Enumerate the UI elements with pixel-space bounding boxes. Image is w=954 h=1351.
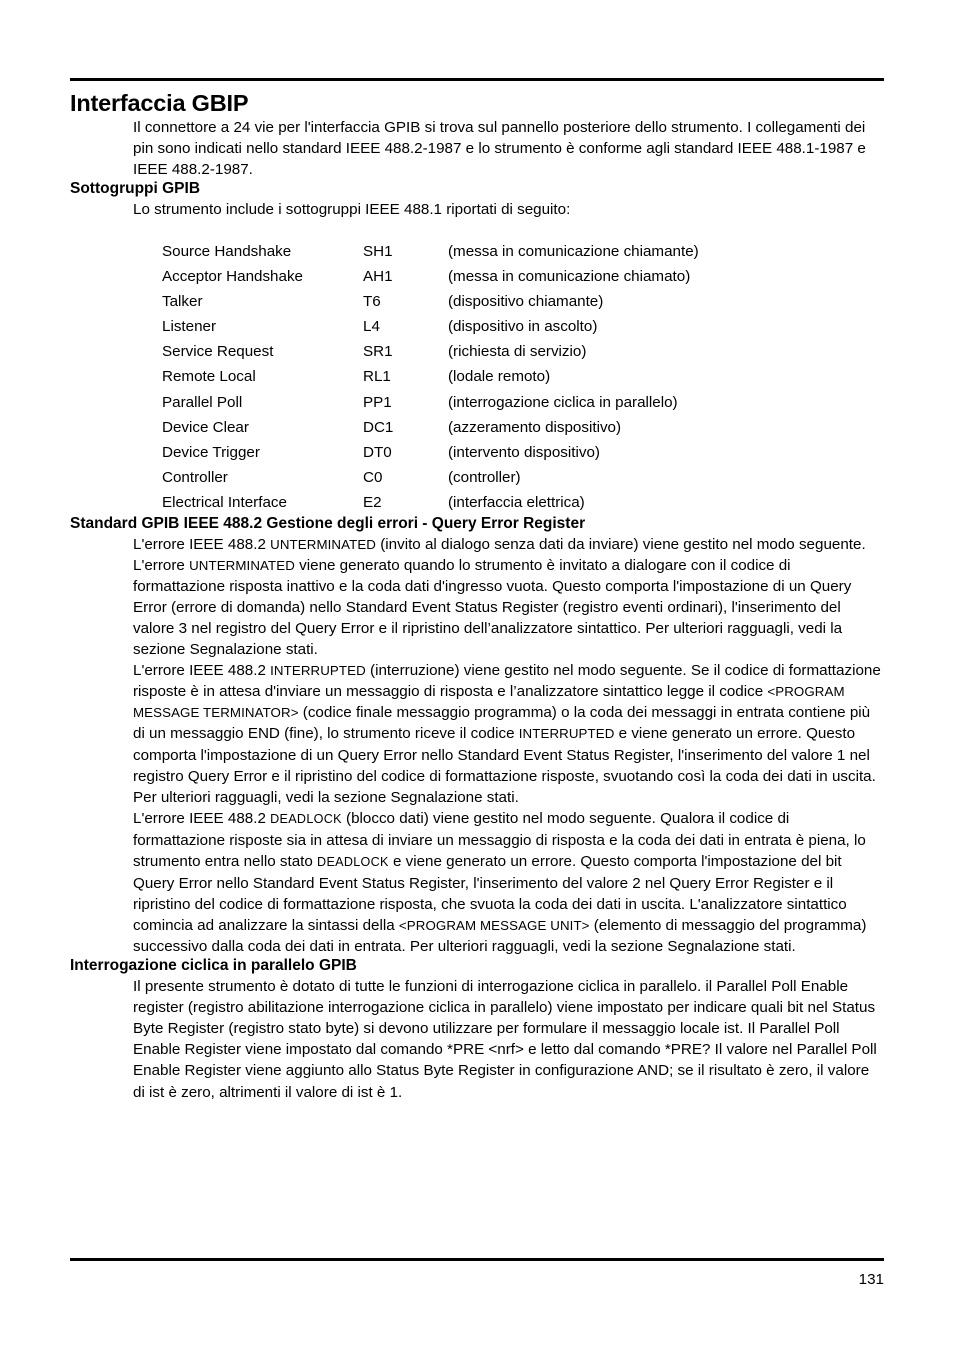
text-run: (blocco dati) viene gestito nel modo seguente. Qualora il codice di formattazione risposte sia in attesa di inviare un messaggio di risposta e la coda dei dati in entrata è piena, lo strumento entra nello stato <box>133 809 866 871</box>
subgroup-description: (interrogazione ciclica in parallelo) <box>448 393 678 411</box>
text-run: L'errore IEEE 488.2 <box>133 535 271 553</box>
term-unterminated: UNTERMINATED <box>189 557 295 573</box>
subgroup-code: T6 <box>363 293 381 311</box>
subgroup-name: Acceptor Handshake <box>162 268 303 286</box>
table-row <box>162 415 699 440</box>
subgroup-code: RL1 <box>363 368 391 386</box>
subgroup-name: Electrical Interface <box>162 493 287 511</box>
table-row <box>162 465 699 490</box>
subgroup-name: Source Handshake <box>162 242 292 260</box>
table-row <box>162 314 699 339</box>
subgroup-code: E2 <box>363 493 382 511</box>
text-run: L'errore IEEE 488.2 <box>133 662 271 680</box>
table-row <box>162 289 699 314</box>
subgroups-table <box>162 239 699 515</box>
subgroup-name: Controller <box>162 468 228 486</box>
subgroup-description: (dispositivo in ascolto) <box>448 318 598 336</box>
subgroup-description: (dispositivo chiamante) <box>448 293 604 311</box>
subgroup-code: SR1 <box>363 343 393 361</box>
text-run: e viene generato un errore. Questo comporta l'impostazione di un Query Error nello Standard Event Status Register, l'inserimento del valore 1 nel registro Query Error e il ripristino del codice di formattazione risposte, svuotando così la coda dei dati in uscita. Per ulteriori ragguagli, vedi la sezione Segnalazione stati. <box>133 725 876 806</box>
subgroup-code: SH1 <box>363 242 393 260</box>
intro-paragraph: Il connettore a 24 vie per l'interfaccia GPIB si trova sul pannello posteriore dello strumento. I collegamenti dei pin sono indicati nello standard IEEE 488.2-1987 e lo strumento è conforme agli standard IEEE 488.1-1987 e IEEE 488.2-1987. <box>133 119 866 179</box>
subgroup-description: (messa in comunicazione chiamato) <box>448 268 691 286</box>
term-deadlock: DEADLOCK <box>317 855 389 870</box>
term-deadlock: DEADLOCK <box>270 811 342 826</box>
page-title: Interfaccia GBIP <box>70 90 249 116</box>
text-run: L'errore IEEE 488.2 <box>133 809 271 827</box>
term-program-message-unit: <PROGRAM MESSAGE UNIT> <box>398 918 590 934</box>
subgroup-name: Device Clear <box>162 418 249 436</box>
parallel-poll-paragraph: Il presente strumento è dotato di tutte le funzioni di interrogazione ciclica in parallelo. il Parallel Poll Enable register (registro abilitazione interrogazione ciclica in parallelo) viene impostato per indicare quali bit nel Status Byte Register (registro stato byte) si devono utilizzare per formulare il messaggio locale ist. Il Parallel Poll Enable Register viene impostato dal comando *PRE <nrf> e letto dal comando *PRE? Il valore nel Parallel Poll Enable Register viene aggiunto allo Status Byte Register in configurazione AND; se il risultato è zero, il valore di ist è zero, altrimenti il valore di ist è 1. <box>133 978 877 1101</box>
table-row <box>162 364 699 389</box>
subgroup-name: Service Request <box>162 343 274 361</box>
subgroup-code: AH1 <box>363 268 393 286</box>
section-heading-parallel-poll: Interrogazione ciclica in parallelo GPIB <box>70 957 357 975</box>
table-row <box>162 440 699 465</box>
error-paragraph-interrupted <box>133 660 884 808</box>
subgroup-code: C0 <box>363 468 383 486</box>
page-number: 131 <box>858 1271 884 1288</box>
subgroup-code: DT0 <box>363 443 392 461</box>
subgroup-description: (lodale remoto) <box>448 368 551 386</box>
subgroup-code: PP1 <box>363 393 392 411</box>
page-content <box>70 78 884 1103</box>
subgroup-code: DC1 <box>363 418 394 436</box>
section-heading-sottogruppi: Sottogruppi GPIB <box>70 180 201 198</box>
term-interrupted: INTERRUPTED <box>518 726 615 742</box>
text-run: (interruzione) viene gestito nel modo seguente. Se il codice di formattazione risposte è in attesa d'inviare un messaggio di risposta e l’analizzatore sintattico legge il codice <box>133 662 881 701</box>
subgroup-name: Remote Local <box>162 368 256 386</box>
subgroup-name: Parallel Poll <box>162 393 243 411</box>
subgroup-name: Talker <box>162 293 203 311</box>
term-program-message-terminator: <PROGRAM MESSAGE TERMINATOR> <box>133 684 845 721</box>
table-row <box>162 239 699 264</box>
footer-rule <box>70 1258 884 1261</box>
subgroup-description: (messa in comunicazione chiamante) <box>448 242 699 260</box>
error-paragraph-unterminated <box>133 534 884 661</box>
subgroup-description: (intervento dispositivo) <box>448 443 600 461</box>
subgroup-description: (azzeramento dispositivo) <box>448 418 622 436</box>
term-unterminated: UNTERMINATED <box>270 536 376 552</box>
text-run: viene generato quando lo strumento è invitato a dialogare con il codice di formattazione risposta inattivo e la coda dati d'ingresso vuota. Questo comporta l'impostazione di un Query Error (errore di domanda) nello Standard Event Status Register (registro eventi ordinari), l'inserimento del valore 3 nel registro del Query Error e il ripristino dell’analizzatore sintattico. Per ulteriori ragguagli, vedi la sezione Segnalazione stati. <box>133 556 852 659</box>
header-rule <box>70 78 884 81</box>
text-run: (codice finale messaggio programma) o la coda dei messaggi in entrata contiene più di un messaggio END (fine), lo strumento riceve il codice <box>133 704 871 743</box>
sottogruppi-lead-paragraph: Lo strumento include i sottogruppi IEEE 488.1 riportati di seguito: <box>133 200 571 218</box>
error-paragraph-deadlock <box>133 808 884 958</box>
term-interrupted: INTERRUPTED <box>270 663 366 679</box>
table-row <box>162 390 699 415</box>
subgroup-description: (controller) <box>448 468 521 486</box>
page-footer <box>70 1258 884 1288</box>
subgroups-table-body <box>162 239 699 515</box>
text-run: e viene generato un errore. Questo comporta l'impostazione del bit Query Error nello Standard Event Status Register, l'inserimento del valore 2 nel Query Error Register e il ripristino del codice di formattazione risposta, che svuota la coda dei dati in uscita. L'analizzatore sintattico comincia ad analizzare la sintassi della <box>133 853 847 935</box>
text-run: (invito al dialogo senza dati da inviare) viene gestito nel modo seguente. L'errore <box>133 535 866 574</box>
table-row <box>162 264 699 289</box>
subgroup-description: (richiesta di servizio) <box>448 343 587 361</box>
subgroup-description: (interfaccia elettrica) <box>448 493 585 511</box>
section-heading-error-handling: Standard GPIB IEEE 488.2 Gestione degli errori - Query Error Register <box>70 515 586 533</box>
subgroup-name: Device Trigger <box>162 443 260 461</box>
table-row <box>162 339 699 364</box>
subgroup-name: Listener <box>162 318 217 336</box>
text-run: (elemento di messaggio del programma) successivo dalla coda dei dati in entrata. Per ulteriori ragguagli, vedi la sezione Segnalazione stati. <box>133 917 867 956</box>
subgroup-code: L4 <box>363 318 380 336</box>
table-row <box>162 490 699 515</box>
